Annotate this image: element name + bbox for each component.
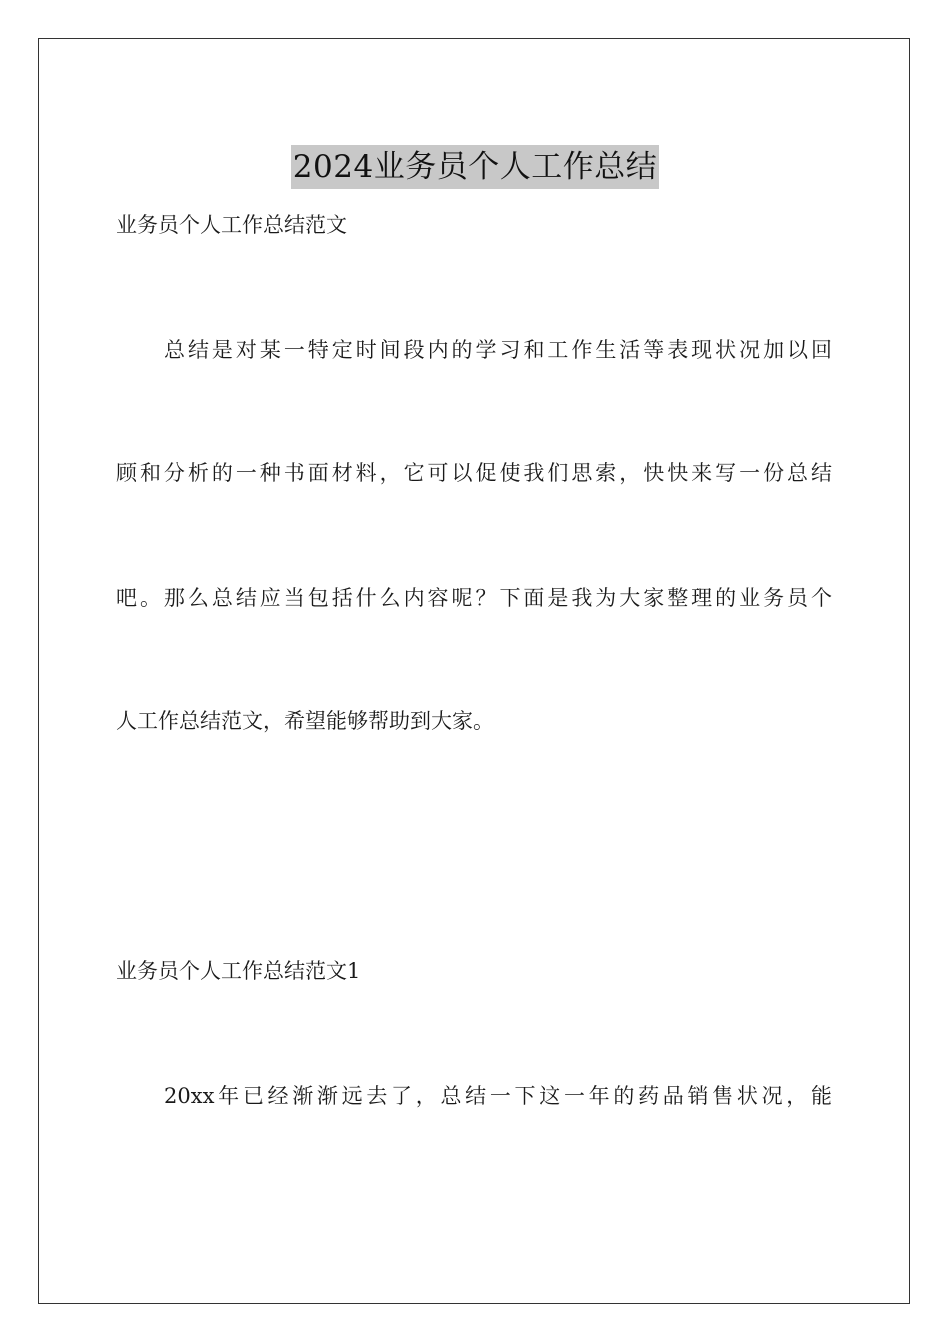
intro-line-4: 人工作总结范文，希望能够帮助到大家。 xyxy=(116,709,494,733)
intro-line-2: 顾和分析的一种书面材料，它可以促使我们思索，快快来写一份总结 xyxy=(116,461,832,485)
intro-line-1: 总结是对某一特定时间段内的学习和工作生活等表现状况加以回 xyxy=(164,338,832,362)
section-heading: 业务员个人工作总结范文1 xyxy=(116,959,361,983)
title-container xyxy=(0,124,950,210)
section-first-line: 20xx年已经渐渐远去了，总结一下这一年的药品销售状况，能 xyxy=(164,1084,832,1108)
document-title: 2024业务员个人工作总结 xyxy=(291,145,659,189)
document-subtitle: 业务员个人工作总结范文 xyxy=(116,213,347,237)
intro-line-3: 吧。那么总结应当包括什么内容呢？下面是我为大家整理的业务员个 xyxy=(116,586,832,610)
